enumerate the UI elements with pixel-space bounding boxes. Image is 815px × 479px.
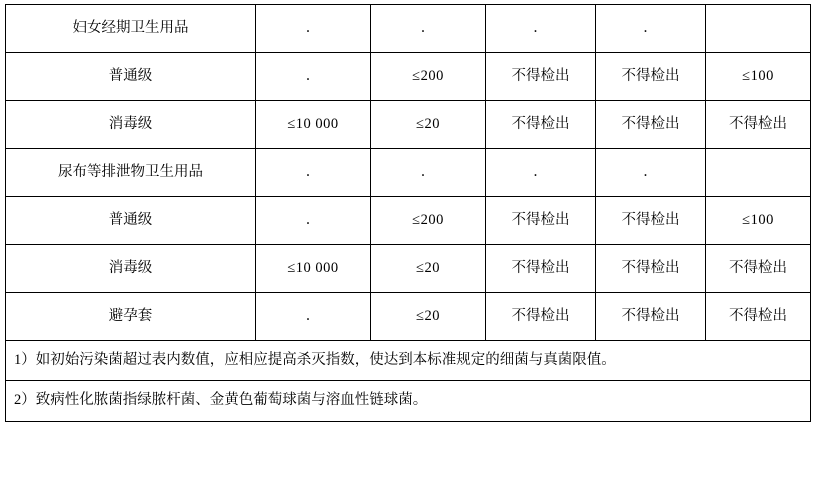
row-cell (706, 149, 811, 197)
table-row (6, 5, 811, 53)
row-cell: ≤10 000 (256, 245, 371, 293)
row-cell (706, 5, 811, 53)
row-cell: ． (256, 5, 371, 53)
row-category-label: 尿布等排泄物卫生用品 (6, 149, 256, 197)
table-row (6, 245, 811, 293)
row-cell: ≤100 (706, 53, 811, 101)
row-cell: 不得检出 (486, 245, 596, 293)
row-cell: 不得检出 (596, 245, 706, 293)
table-row (6, 197, 811, 245)
row-cell: ≤200 (371, 197, 486, 245)
row-cell: ． (371, 149, 486, 197)
row-cell: 不得检出 (706, 101, 811, 149)
row-cell: ． (256, 149, 371, 197)
table-note-2: 2）致病性化脓菌指绿脓杆菌、金黄色葡萄球菌与溶血性链球菌。 (6, 381, 811, 421)
table-row (6, 53, 811, 101)
row-cell: ≤20 (371, 101, 486, 149)
row-sublevel-label: 普通级 (6, 53, 256, 101)
table-row (6, 149, 811, 197)
table-row (6, 293, 811, 341)
row-cell: ． (486, 5, 596, 53)
table-note-1: 1）如初始污染菌超过表内数值，应相应提高杀灭指数，使达到本标准规定的细菌与真菌限值。 (6, 341, 811, 381)
row-cell: ． (596, 5, 706, 53)
row-cell: 不得检出 (486, 53, 596, 101)
row-cell: ． (371, 5, 486, 53)
row-cell: 不得检出 (706, 293, 811, 341)
table-note-row (6, 341, 811, 381)
row-cell: 不得检出 (596, 101, 706, 149)
row-cell: 不得检出 (596, 293, 706, 341)
row-cell: ． (256, 53, 371, 101)
row-cell: 不得检出 (596, 197, 706, 245)
row-cell: ≤100 (706, 197, 811, 245)
row-cell: 不得检出 (486, 293, 596, 341)
row-cell: 不得检出 (486, 101, 596, 149)
hygiene-product-limits-table (5, 4, 811, 422)
row-cell: ≤20 (371, 293, 486, 341)
row-cell: ． (256, 293, 371, 341)
row-cell: ． (486, 149, 596, 197)
row-cell: ． (596, 149, 706, 197)
row-category-label: 避孕套 (6, 293, 256, 341)
row-sublevel-label: 消毒级 (6, 101, 256, 149)
row-cell: 不得检出 (706, 245, 811, 293)
standard-table-wrapper (5, 4, 810, 422)
row-sublevel-label: 普通级 (6, 197, 256, 245)
row-cell: ≤20 (371, 245, 486, 293)
row-cell: ≤200 (371, 53, 486, 101)
row-cell: 不得检出 (486, 197, 596, 245)
table-row (6, 101, 811, 149)
row-cell: 不得检出 (596, 53, 706, 101)
row-cell: ． (256, 197, 371, 245)
row-cell: ≤10 000 (256, 101, 371, 149)
table-note-row (6, 381, 811, 421)
row-category-label: 妇女经期卫生用品 (6, 5, 256, 53)
row-sublevel-label: 消毒级 (6, 245, 256, 293)
